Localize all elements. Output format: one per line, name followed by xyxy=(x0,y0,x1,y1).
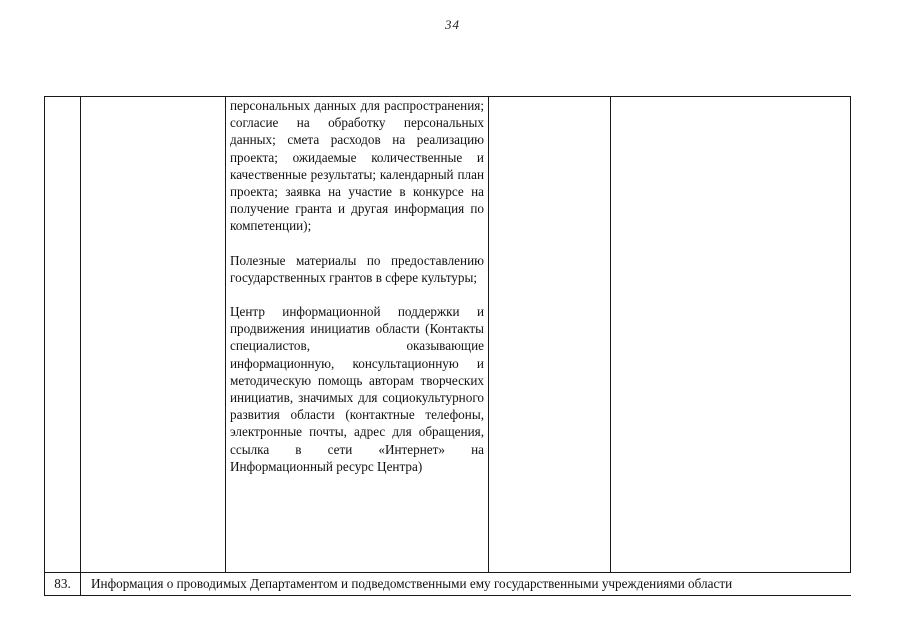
title-cell xyxy=(81,97,226,573)
row-number: 83. xyxy=(45,573,81,596)
content-paragraph: Полезные материалы по предоставлению государственных грантов в сфере культуры; xyxy=(230,252,484,285)
table-row xyxy=(45,573,851,596)
content-paragraph: Центр информационной поддержки и продвижения инициатив области (Контакты специалистов, оказывающие информационную, консультационную и методическую помощь авторам творческих инициатив, значимых для социокультурного развития области (контактные телефоны, электронные почты, адрес для обращения, ссылка в сети «Интернет» на Информационный ресурс Центра) xyxy=(230,304,484,474)
empty-cell xyxy=(611,97,851,573)
number-cell xyxy=(45,97,81,573)
row-text: Информация о проводимых Департаментом и подведомственными ему государственными учреждениями области xyxy=(81,573,851,596)
content-paragraph: персональных данных для распространения; согласие на обработку персональных данных; смета расходов на реализацию проекта; ожидаемые количественные и качественные результаты; календарный план проекта; заявка на участие в конкурсе на получение гранта и другая информация по компетенции); xyxy=(230,98,484,234)
document-table xyxy=(44,96,851,596)
page-number: 34 xyxy=(445,17,460,32)
table-row xyxy=(45,97,851,573)
empty-cell xyxy=(489,97,611,573)
content-cell xyxy=(226,97,489,573)
